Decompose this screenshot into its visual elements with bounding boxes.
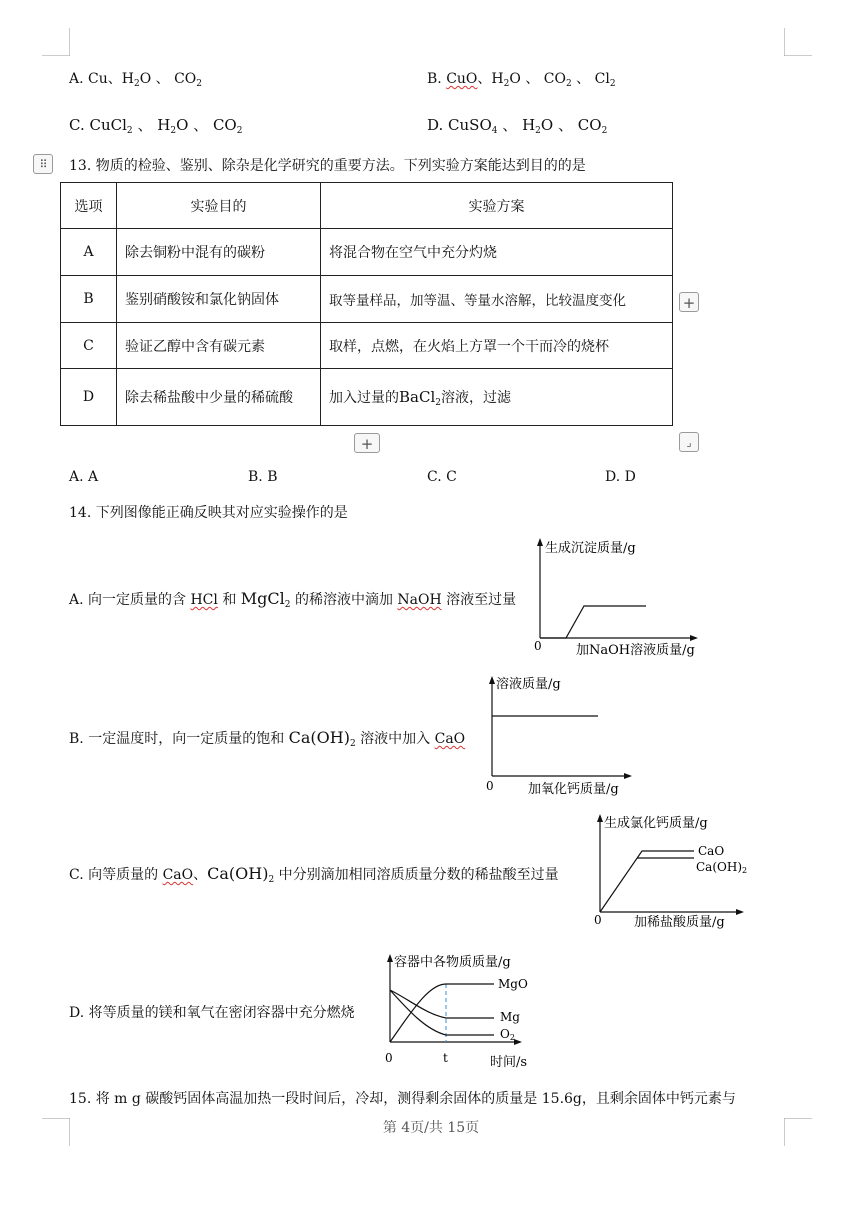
graph-d-origin: 0: [385, 1051, 393, 1065]
table-header-plan: 实验方案: [321, 183, 673, 229]
q14-option-d: D. 将等质量的镁和氧气在密闭容器中充分燃烧: [69, 1005, 355, 1021]
graph-d-curve-mg: [390, 990, 494, 1018]
table-row: [61, 369, 673, 426]
table-header-row: [61, 183, 673, 229]
graph-b-ylabel: 溶液质量/g: [496, 677, 561, 692]
q14-option-b: B. 一定温度时，向一定质量的饱和 $Ca(OH)_2$ 溶液中加入 CaO: [69, 728, 466, 749]
graph-c-series-cao: CaO: [698, 844, 725, 858]
q13-answer-b: B. B: [248, 469, 278, 485]
graph-a: [530, 532, 710, 660]
table-cell-option: C: [61, 323, 117, 369]
graph-d-series-mgo: MgO: [498, 977, 528, 991]
graph-c-ylabel: 生成氯化钙质量/g: [604, 816, 708, 831]
q14-stem: 14. 下列图像能正确反映其对应实验操作的是: [69, 505, 348, 521]
q14-option-c: C. 向等质量的 CaO、$Ca(OH)_2$ 中分别滴加相同溶质质量分数的稀盐酸至过量: [69, 864, 559, 885]
graph-d-x-arrow: [514, 1039, 522, 1045]
table-cell-plan: 将混合物在空气中充分灼烧: [321, 229, 673, 276]
graph-c-curve-cao: [600, 851, 694, 912]
table-cell-goal: 除去稀盐酸中少量的稀硫酸: [117, 369, 321, 426]
graph-a-origin: 0: [534, 639, 542, 653]
graph-d-curve-o2: [390, 990, 494, 1035]
table-cell-option: A: [61, 229, 117, 276]
table-cell-option: B: [61, 276, 117, 323]
graph-b: [482, 668, 652, 800]
graph-b-xlabel: 加氧化钙质量/g: [528, 782, 619, 797]
graph-b-y-arrow: [489, 676, 495, 684]
table-cell-plan: 加入过量的BaCl$_2$溶液，过滤: [321, 369, 673, 426]
graph-d-ylabel: 容器中各物质质量/g: [394, 955, 511, 970]
graph-c-y-arrow: [597, 814, 603, 822]
graph-d-y-arrow: [387, 954, 393, 962]
drag-handle-icon[interactable]: ⠿: [33, 154, 53, 174]
table-row: [61, 229, 673, 276]
q15-stem: 15. 将 m g 碳酸钙固体高温加热一段时间后，冷却，测得剩余固体的质量是 15.6g，且剩余固体中钙元素与: [69, 1091, 736, 1107]
add-column-button[interactable]: +: [679, 292, 699, 312]
table-header-goal: 实验目的: [117, 183, 321, 229]
q13-answer-a: A. A: [69, 469, 99, 485]
table-cell-option: D: [61, 369, 117, 426]
graph-a-y-arrow: [537, 538, 543, 546]
table-cell-goal: 验证乙醇中含有碳元素: [117, 323, 321, 369]
q12-option-d: D. CuSO$_4$ 、 $H_2O$ 、 $CO_2$: [427, 116, 608, 136]
crop-mark-top-left: [42, 28, 70, 56]
q14-option-a: A. 向一定质量的含 HCl 和 MgCl$_2$ 的稀溶液中滴加 NaOH 溶液至过量: [69, 589, 517, 610]
q12-option-b: B. CuO、$H_2O$ 、 $CO_2$ 、 $Cl_2$: [427, 71, 616, 89]
graph-d-xlabel: 时间/s: [490, 1055, 528, 1070]
graph-a-xlabel: 加NaOH溶液质量/g: [576, 643, 695, 658]
page-footer: 第 4页/共 15页: [382, 1120, 480, 1136]
crop-mark-top-right: [784, 28, 812, 56]
q12-option-c: C. CuCl$_2$ 、 $H_2O$ 、 $CO_2$: [69, 116, 243, 136]
q12-option-a: A. Cu、$H_2O$ 、 $CO_2$: [69, 71, 203, 89]
graph-a-ylabel: 生成沉淀质量/g: [545, 541, 636, 556]
table-cell-plan: 取等量样品，加等温、等量水溶解，比较温度变化: [321, 276, 673, 323]
add-row-button[interactable]: +: [354, 433, 380, 453]
graph-c: [590, 808, 760, 934]
graph-d-series-o2: O2: [500, 1027, 515, 1042]
graph-c-origin: 0: [594, 913, 602, 927]
graph-b-x-arrow: [624, 773, 632, 779]
table-cell-goal: 鉴别硝酸铵和氯化钠固体: [117, 276, 321, 323]
table-header-option: 选项: [61, 183, 117, 229]
graph-a-curve: [540, 606, 646, 638]
q13-stem: 13. 物质的检验、鉴别、除杂是化学研究的重要方法。下列实验方案能达到目的的是: [69, 158, 586, 174]
table-row: [61, 323, 673, 369]
table-cell-goal: 除去铜粉中混有的碳粉: [117, 229, 321, 276]
graph-d-series-mg: Mg: [500, 1010, 520, 1024]
table-cell-plan: 取样，点燃，在火焰上方罩一个干而冷的烧杯: [321, 323, 673, 369]
q13-answer-d: D. D: [605, 469, 636, 485]
q13-table: [60, 182, 673, 426]
graph-a-x-arrow: [690, 635, 698, 641]
q13-answer-c: C. C: [427, 469, 457, 485]
graph-c-xlabel: 加稀盐酸质量/g: [634, 915, 725, 930]
graph-b-origin: 0: [486, 779, 494, 793]
graph-d: [380, 944, 550, 1072]
graph-c-series-caoh2: Ca(OH)2: [696, 860, 748, 875]
resize-table-icon[interactable]: ⌟: [679, 432, 699, 452]
graph-d-t-label: t: [443, 1051, 448, 1065]
graph-c-x-arrow: [736, 909, 744, 915]
table-row: [61, 276, 673, 323]
